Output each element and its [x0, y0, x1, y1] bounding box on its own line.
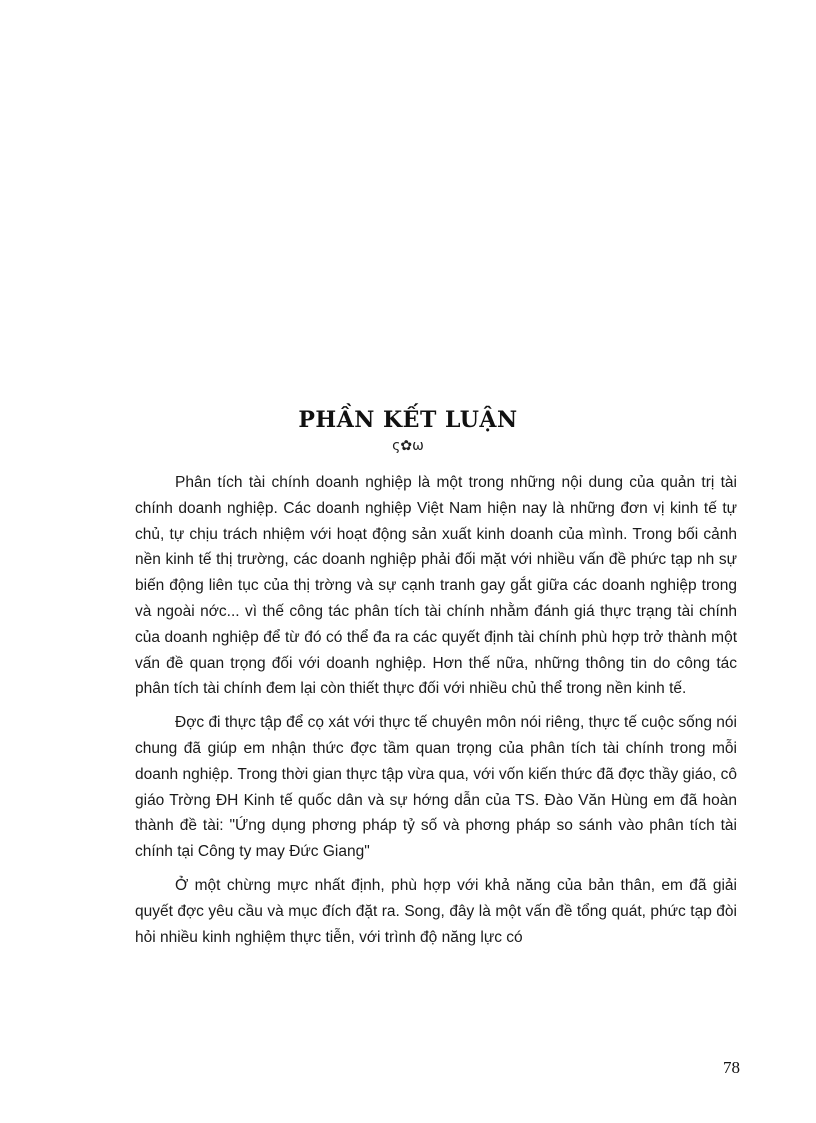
paragraph: Ở một chừng mực nhất định, phù hợp với khả năng của bản thân, em đã giải quyết đợc yêu cầu và mục đích đặt ra. Song, đây là một vấn đề tổng quát, phức tạp đòi hỏi nhiều kinh nghiệm thực tiễn, với trình độ năng lực có — [135, 876, 737, 946]
paragraph: Phân tích tài chính doanh nghiệp là một trong những nội dung của quản trị tài chính doanh nghiệp. Các doanh nghiệp Việt Nam hiện nay là những đơn vị kinh tế tự chủ, tự chịu trách nhiệm với hoạt động sản xuất kinh doanh của mình. Trong bối cảnh nền kinh tế thị trường, các doanh nghiệp phải đối mặt với nhiều vấn đề phức tạp nh sự biến động liên tục của thị trờng và sự cạnh tranh gay gắt giữa các doanh nghiệp trong và ngoài nớc... vì thế công tác phân tích tài chính nhằm đánh giá thực trạng tài chính của doanh nghiệp để từ đó có thể đa ra các quyết định tài chính phù hợp trở thành một vấn đề quan trọng đối với doanh nghiệp. Hơn thế nữa, những thông tin do công tác phân tích tài chính đem lại còn thiết thực đối với nhiều chủ thể trong nền kinh tế. — [135, 474, 737, 698]
body-text — [135, 470, 737, 958]
section-title: PHẦN KẾT LUẬN — [298, 407, 518, 433]
paragraph: Đợc đi thực tập để cọ xát với thực tế chuyên môn nói riêng, thực tế cuộc sống nói chung đã giúp em nhận thức đợc tầm quan trọng của phân tích tài chính trong mỗi doanh nghiệp. Trong thời gian thực tập vừa qua, với vốn kiến thức đã đợc thầy giáo, cô giáo Trờng ĐH Kinh tế quốc dân và sự hớng dẫn của TS. Đào Văn Hùng em đã hoàn thành đề tài: "Ứng dụng phơng pháp tỷ số và phơng pháp so sánh vào phân tích tài chính tại Công ty may Đức Giang" — [135, 714, 737, 861]
page-number: 78 — [723, 1058, 740, 1077]
ornament-divider-icon: ς✿ω — [392, 438, 424, 454]
